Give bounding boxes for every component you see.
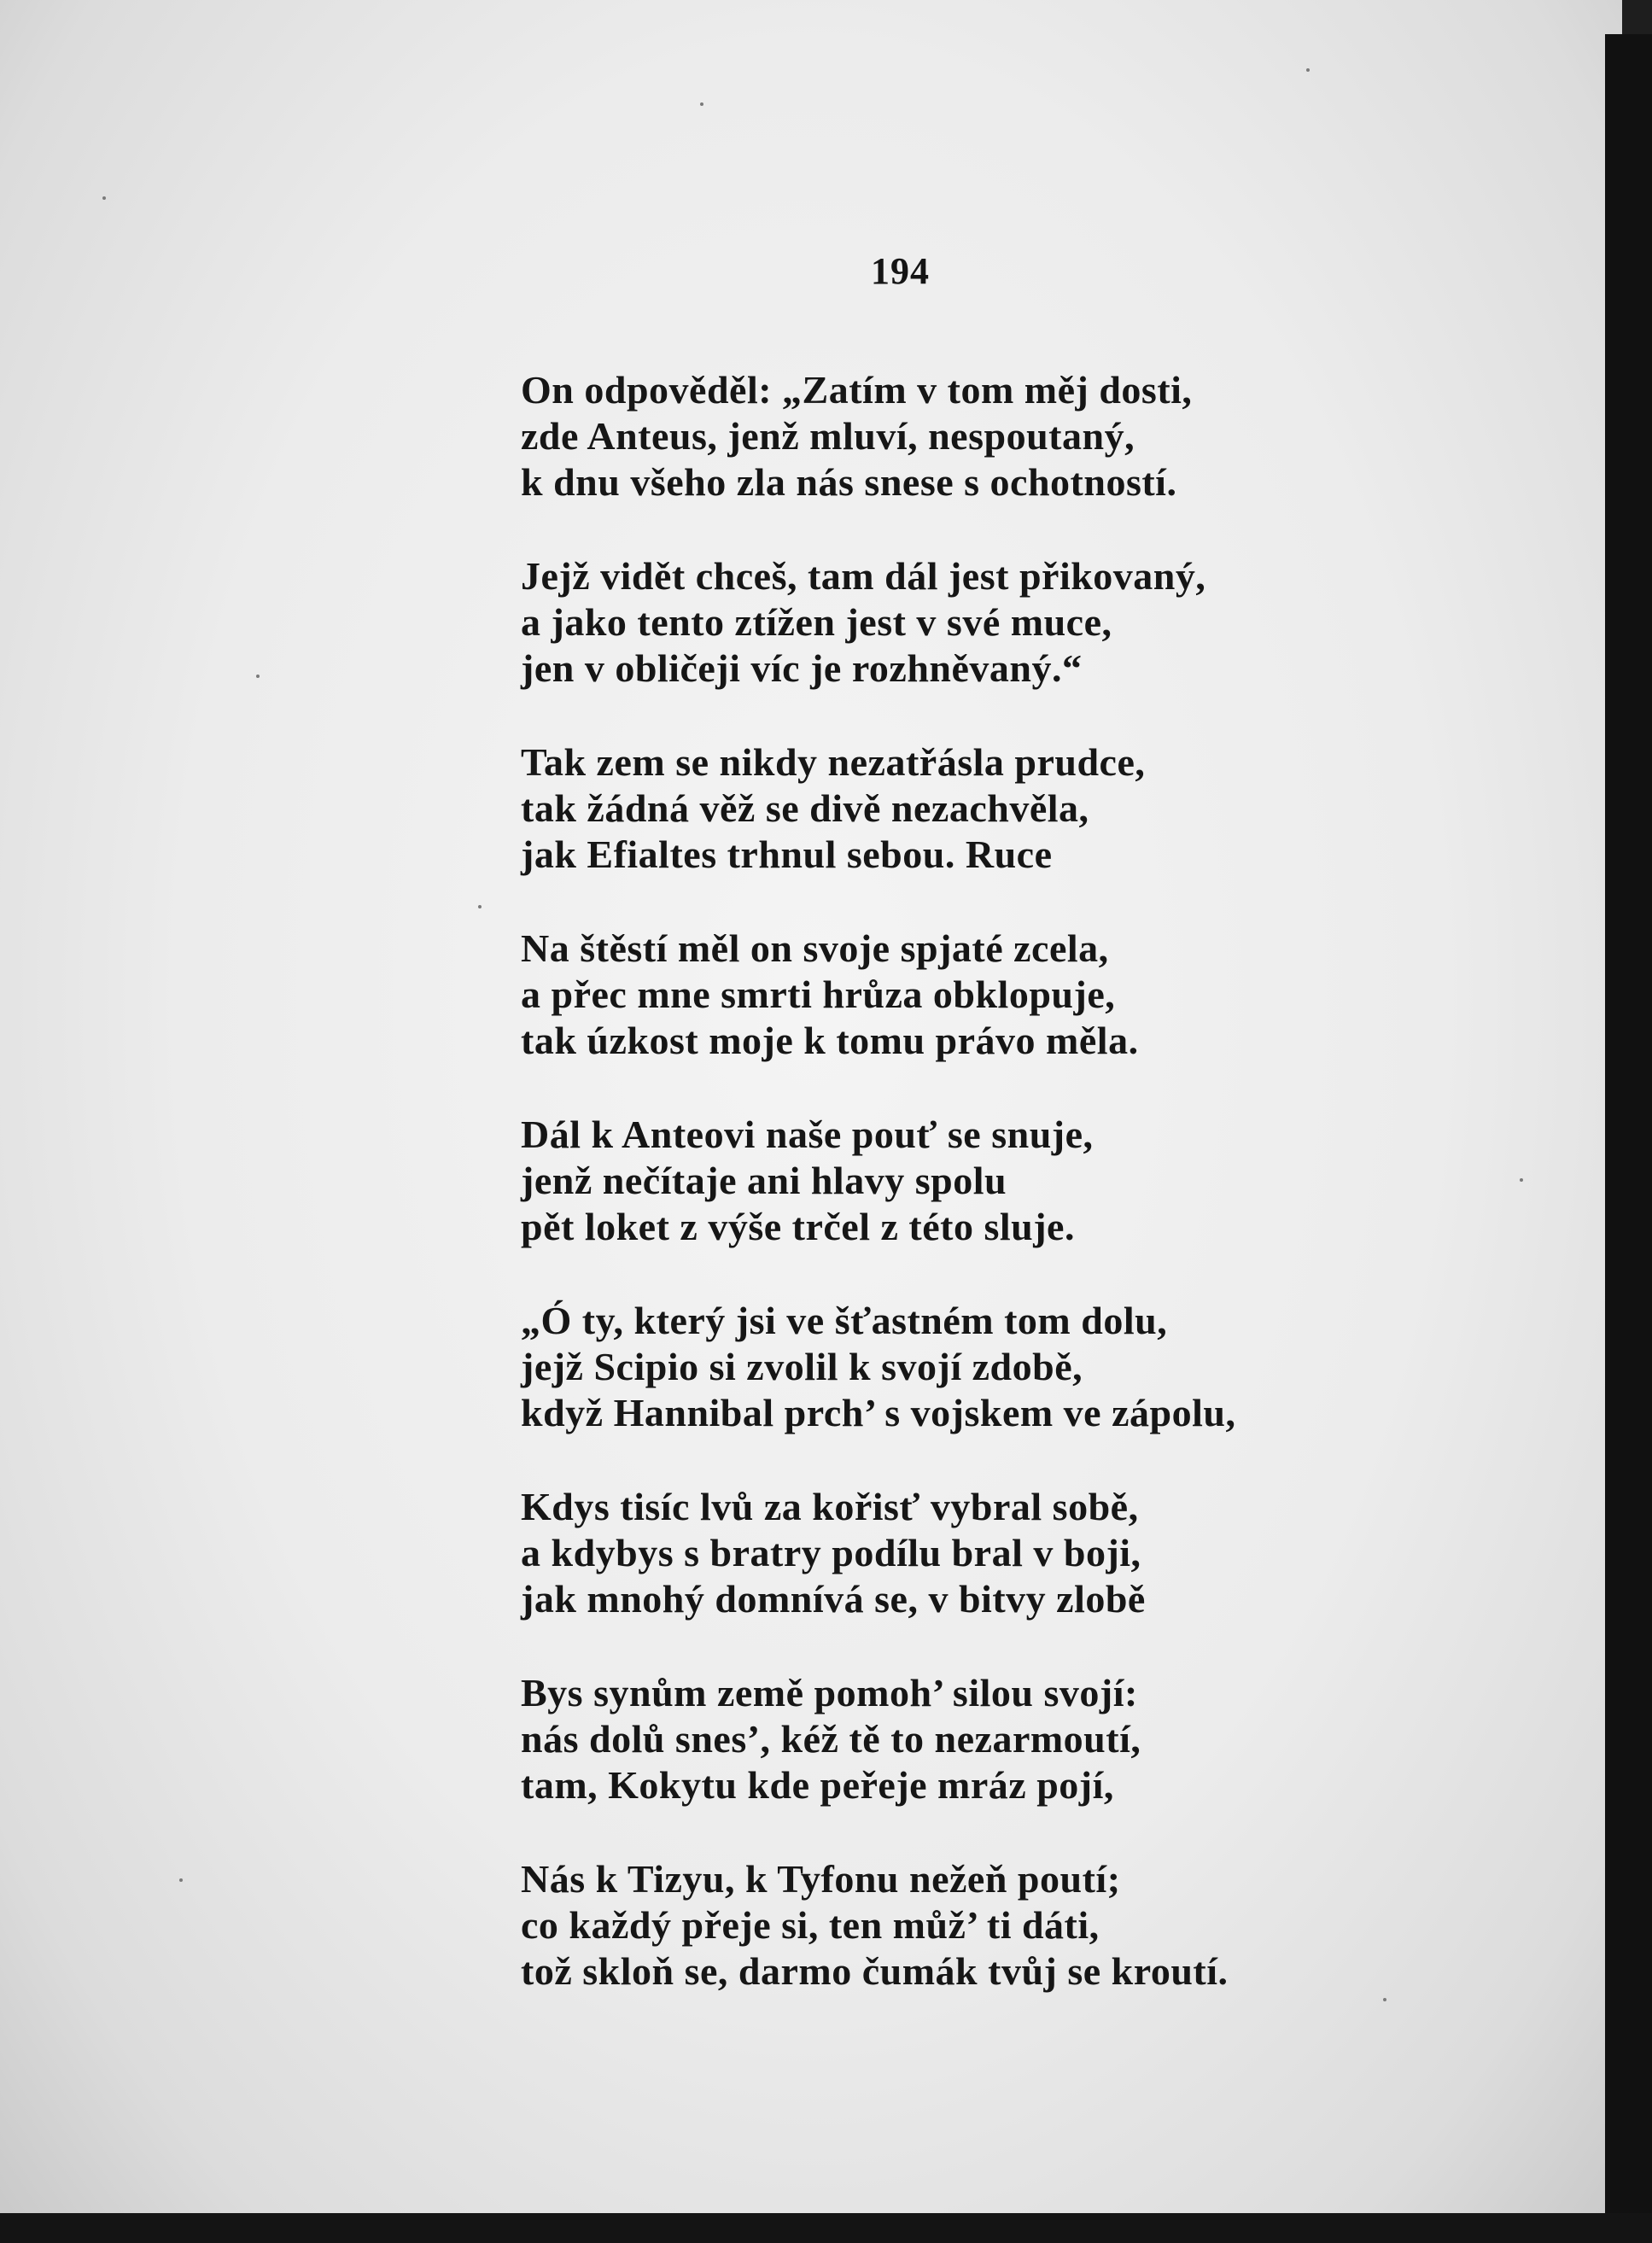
verse-line: k dnu všeho zla nás snese s ochotností. (521, 460, 1177, 504)
verse-line: Kdys tisíc lvů za kořisť vybral sobě, (521, 1485, 1139, 1528)
print-speck (700, 102, 703, 106)
stanza (521, 1484, 1375, 1622)
print-speck (1306, 68, 1310, 72)
verse-line: Na štěstí měl on svoje spjaté zcela, (521, 926, 1109, 970)
stanza (521, 1298, 1375, 1436)
verse-line: jak Efialtes trhnul sebou. Ruce (521, 832, 1053, 876)
verse-line: zde Anteus, jenž mluví, nespoutaný, (521, 414, 1135, 458)
print-speck (179, 1878, 183, 1882)
print-speck (1520, 1178, 1523, 1182)
page-number: 194 (871, 250, 930, 292)
print-speck (1383, 1998, 1386, 2001)
stanza (521, 367, 1375, 505)
stanza (521, 553, 1375, 692)
verse-line: Tak zem se nikdy nezatřásla prudce, (521, 740, 1146, 784)
poem-text (521, 367, 1375, 2042)
verse-line: co každý přeje si, ten můž’ ti dáti, (521, 1903, 1100, 1947)
verse-line: tož skloň se, darmo čumák tvůj se kroutí. (521, 1949, 1229, 1993)
verse-line: a jako tento ztížen jest v své muce, (521, 600, 1112, 644)
verse-line: Dál k Anteovi naše pouť se snuje, (521, 1113, 1094, 1156)
verse-line: tam, Kokytu kde peřeje mráz pojí, (521, 1763, 1114, 1807)
verse-line: Nás k Tizyu, k Tyfonu nežeň poutí; (521, 1857, 1121, 1901)
verse-line: když Hannibal prch’ s vojskem ve zápolu, (521, 1391, 1236, 1434)
verse-line: On odpověděl: „Zatím v tom měj dosti, (521, 368, 1193, 412)
verse-line: tak úzkost moje k tomu právo měla. (521, 1019, 1139, 1062)
print-speck (478, 905, 482, 908)
stanza (521, 1670, 1375, 1808)
verse-line: jak mnohý domnívá se, v bitvy zlobě (521, 1577, 1146, 1621)
verse-line: a kdybys s bratry podílu bral v boji, (521, 1531, 1141, 1574)
scan-edge-bottom (0, 2213, 1652, 2243)
stanza (521, 1856, 1375, 1995)
verse-line: jen v obličeji víc je rozhněvaný.“ (521, 646, 1083, 690)
print-speck (256, 675, 260, 678)
verse-line: tak žádná věž se divě nezachvěla, (521, 786, 1089, 830)
verse-line: jejž Scipio si zvolil k svojí zdobě, (521, 1345, 1083, 1388)
verse-line: Bys synům země pomoh’ silou svojí: (521, 1671, 1138, 1714)
stanza (521, 926, 1375, 1064)
verse-line: pět loket z výše trčel z této sluje. (521, 1205, 1075, 1248)
verse-line: a přec mne smrti hrůza obklopuje, (521, 973, 1116, 1016)
verse-line: „Ó ty, který jsi ve šťastném tom dolu, (521, 1299, 1168, 1342)
stanza (521, 739, 1375, 878)
verse-line: Jejž vidět chceš, tam dál jest přikovaný, (521, 554, 1206, 598)
verse-line: jenž nečítaje ani hlavy spolu (521, 1159, 1007, 1202)
print-speck (102, 196, 106, 200)
scan-edge-right (1605, 34, 1652, 2243)
stanza (521, 1112, 1375, 1250)
verse-line: nás dolů snes’, kéž tě to nezarmoutí, (521, 1717, 1141, 1761)
